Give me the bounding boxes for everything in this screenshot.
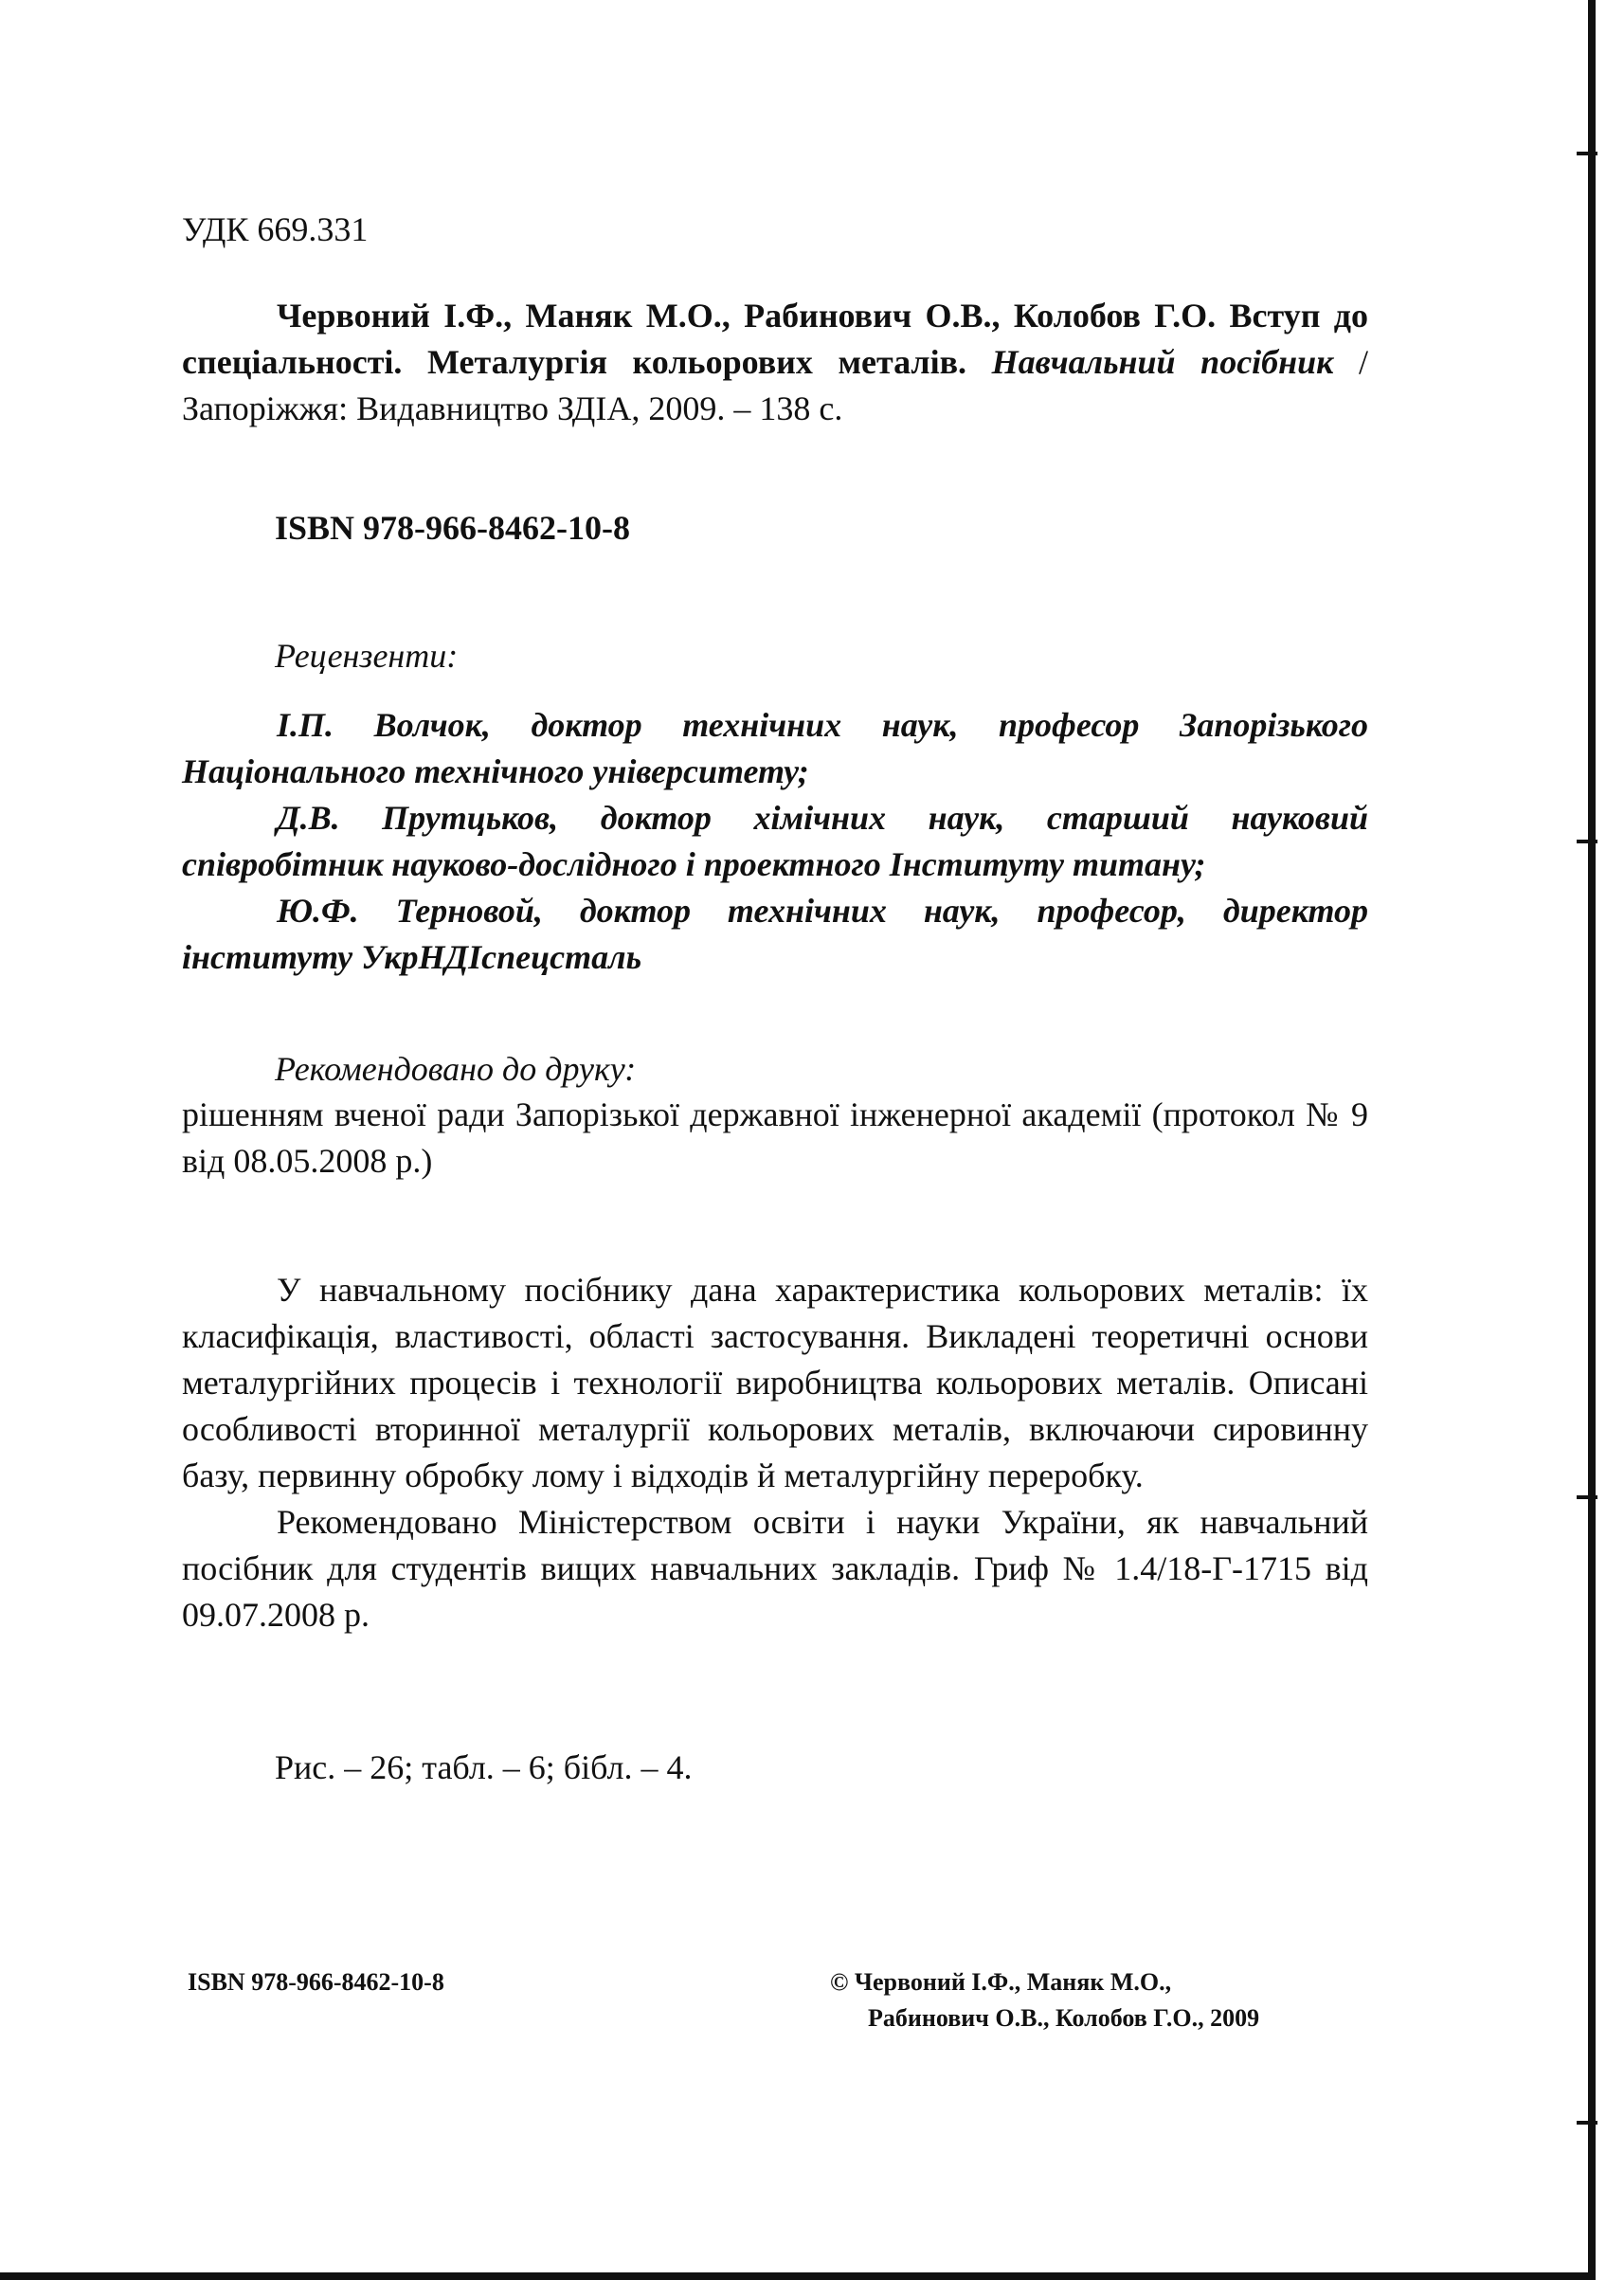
reviewers-list — [182, 702, 1368, 981]
scan-edge-bottom — [0, 2272, 1596, 2280]
scan-tick — [1577, 840, 1597, 843]
scan-tick — [1577, 2121, 1597, 2125]
abstract-paragraph: У навчальному посібнику дана характеристика кольорових металів: їх класифікація, властивості, області застосування. Викладені теоретичні основи металургійних процесів і технології виробництва кольорових металів. Описані особливості вторинної металургії кольорових металів, включаючи сировинну базу, первинну обробку лому і відходів й металургійну переробку. — [182, 1271, 1368, 1494]
reviewer-item: І.П. Волчок, доктор технічних наук, професор Запорізького Національного технічного університету; — [182, 706, 1368, 790]
isbn-top: ISBN 978-966-8462-10-8 — [275, 509, 630, 547]
footer-isbn: ISBN 978-966-8462-10-8 — [188, 1968, 444, 1996]
recommended-heading: Рекомендовано до друку: — [275, 1050, 637, 1088]
footer-copyright-line1: © Червоний І.Ф., Маняк М.О., — [830, 1968, 1172, 1996]
scan-tick — [1577, 1495, 1597, 1499]
reviewer-item: Ю.Ф. Терновой, доктор технічних наук, професор, директор інституту УкрНДІспецсталь — [182, 892, 1368, 976]
scan-tick — [1577, 152, 1597, 155]
udk-code: УДК 669.331 — [182, 210, 369, 248]
citation-authors-title: Червоний І.Ф., Маняк М.О., Рабинович О.В., Колобов Г.О. Вступ до спеціальності. Металургія кольорових металів. — [182, 297, 1368, 381]
stats: Рис. – 26; табл. – 6; бібл. – 4. — [275, 1748, 693, 1786]
reviewer-item: Д.В. Прутцьков, доктор хімічних наук, старший науковий співробітник науково-дослідного і проектного Інституту титану; — [182, 799, 1368, 883]
scan-edge-right — [1588, 0, 1596, 2280]
citation — [182, 293, 1368, 432]
reviewers-heading: Рецензенти: — [275, 637, 459, 675]
footer-copyright-line2: Рабинович О.В., Колобов Г.О., 2009 — [868, 2004, 1260, 2032]
citation-genre: Навчальний посібник — [991, 343, 1334, 381]
recommended-text: рішенням вченої ради Запорізької державної інженерної академії (протокол № 9 від 08.05.2008 р.) — [182, 1095, 1368, 1180]
citation-publisher: / Запоріжжя: Видавництво ЗДІА, 2009. – 138 с. — [182, 343, 1368, 427]
abstract-paragraph: Рекомендовано Міністерством освіти і науки України, як навчальний посібник для студентів вищих навчальних закладів. Гриф № 1.4/18-Г-1715 від 09.07.2008 р. — [182, 1503, 1368, 1634]
abstract — [182, 1267, 1368, 1638]
